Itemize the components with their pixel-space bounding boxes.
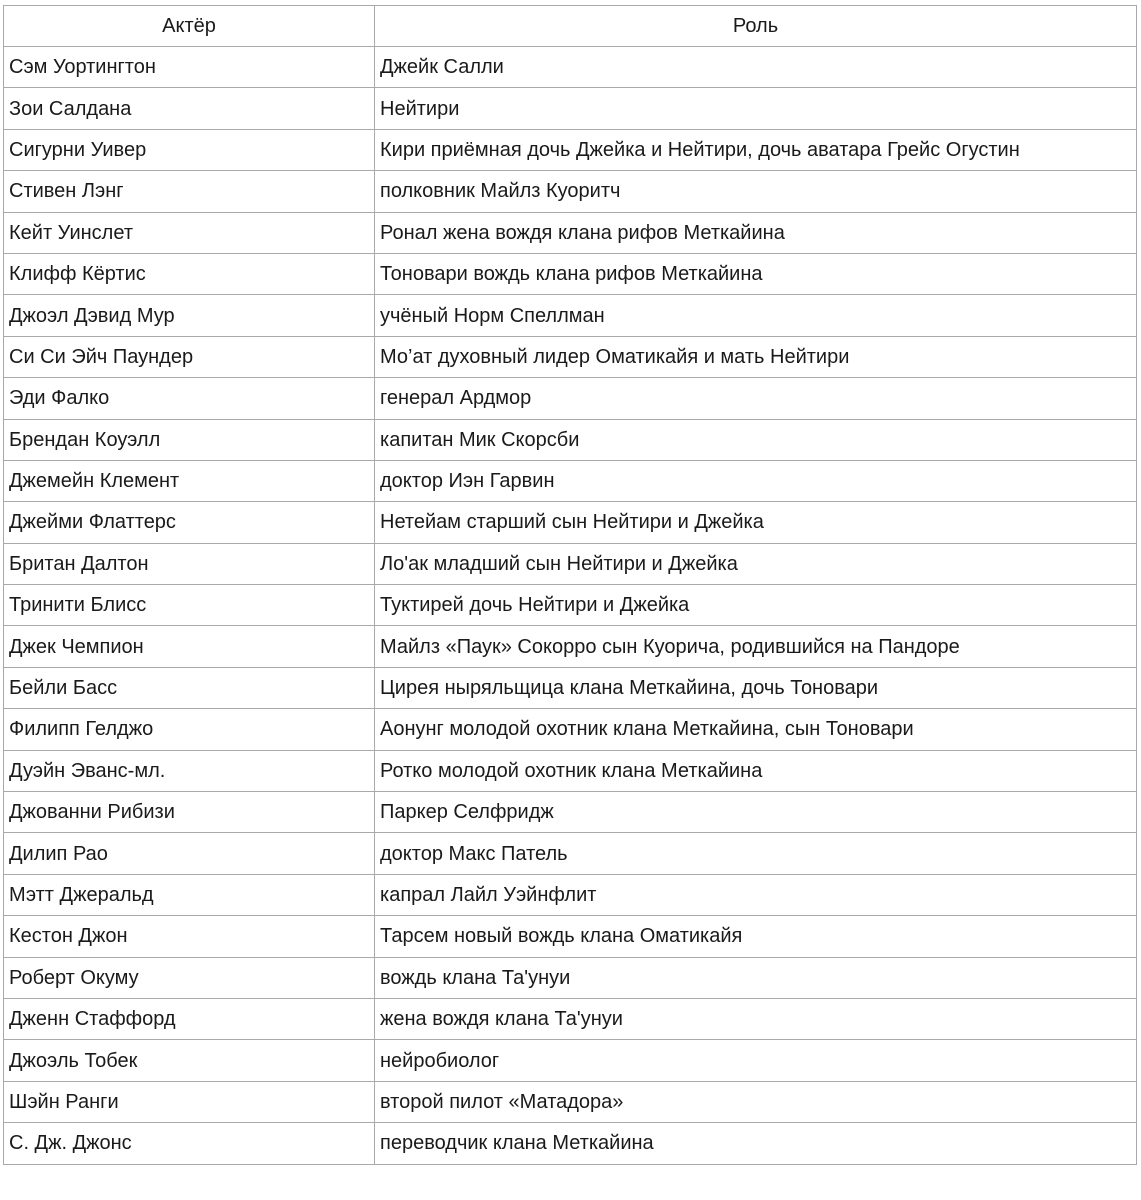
cell-role: Мо’ат духовный лидер Оматикайя и мать Нейтири <box>375 336 1137 377</box>
cell-actor: Дуэйн Эванс-мл. <box>4 750 375 791</box>
table-row <box>4 1081 1137 1122</box>
cell-role: переводчик клана Меткайина <box>375 1123 1137 1164</box>
column-header-actor: Актёр <box>4 6 375 47</box>
cell-role: Туктирей дочь Нейтири и Джейка <box>375 585 1137 626</box>
cell-role: второй пилот «Матадора» <box>375 1081 1137 1122</box>
cell-actor: Джоэль Тобек <box>4 1040 375 1081</box>
cell-role: доктор Иэн Гарвин <box>375 460 1137 501</box>
cell-actor: Джоэл Дэвид Мур <box>4 295 375 336</box>
cell-actor: Мэтт Джеральд <box>4 874 375 915</box>
cell-actor: Филипп Гелджо <box>4 709 375 750</box>
table-row <box>4 585 1137 626</box>
cell-actor: Джемейн Клемент <box>4 460 375 501</box>
cell-role: вождь клана Та'унуи <box>375 957 1137 998</box>
cell-actor: Джованни Рибизи <box>4 792 375 833</box>
table-header-row <box>4 6 1137 47</box>
cell-actor: Роберт Окуму <box>4 957 375 998</box>
cell-role: полковник Майлз Куоритч <box>375 171 1137 212</box>
table-row <box>4 460 1137 501</box>
table-row <box>4 295 1137 336</box>
cell-actor: Сэм Уортингтон <box>4 47 375 88</box>
table-body <box>4 47 1137 1165</box>
column-header-role: Роль <box>375 6 1137 47</box>
cell-role: Ротко молодой охотник клана Меткайина <box>375 750 1137 791</box>
table-row <box>4 378 1137 419</box>
table-row <box>4 129 1137 170</box>
cell-actor: Стивен Лэнг <box>4 171 375 212</box>
table-row <box>4 833 1137 874</box>
cell-role: Нетейам старший сын Нейтири и Джейка <box>375 502 1137 543</box>
table-row <box>4 750 1137 791</box>
cell-role: капитан Мик Скорсби <box>375 419 1137 460</box>
cell-actor: Брендан Коуэлл <box>4 419 375 460</box>
cell-role: Джейк Салли <box>375 47 1137 88</box>
cell-actor: Дилип Рао <box>4 833 375 874</box>
table-row <box>4 419 1137 460</box>
table-row <box>4 874 1137 915</box>
cell-actor: Джек Чемпион <box>4 626 375 667</box>
cell-role: нейробиолог <box>375 1040 1137 1081</box>
table-row <box>4 998 1137 1039</box>
cell-role: Нейтири <box>375 88 1137 129</box>
table-row <box>4 502 1137 543</box>
cell-actor: Кейт Уинслет <box>4 212 375 253</box>
table-row <box>4 1040 1137 1081</box>
table-row <box>4 916 1137 957</box>
cell-role: Тарсем новый вождь клана Оматикайя <box>375 916 1137 957</box>
cell-role: Паркер Селфридж <box>375 792 1137 833</box>
cast-table <box>3 5 1137 1165</box>
cell-actor: Британ Далтон <box>4 543 375 584</box>
table-row <box>4 88 1137 129</box>
table-row <box>4 792 1137 833</box>
cell-role: жена вождя клана Та'унуи <box>375 998 1137 1039</box>
cell-actor: Кестон Джон <box>4 916 375 957</box>
cell-actor: Тринити Блисс <box>4 585 375 626</box>
cell-actor: Сигурни Уивер <box>4 129 375 170</box>
table-row <box>4 336 1137 377</box>
table-row <box>4 253 1137 294</box>
cell-role: учёный Норм Спеллман <box>375 295 1137 336</box>
table-row <box>4 212 1137 253</box>
table-row <box>4 667 1137 708</box>
cell-actor: Эди Фалко <box>4 378 375 419</box>
table-row <box>4 709 1137 750</box>
cell-role: Аонунг молодой охотник клана Меткайина, сын Тоновари <box>375 709 1137 750</box>
table-row <box>4 47 1137 88</box>
cell-actor: Бейли Басс <box>4 667 375 708</box>
cell-role: Кири приёмная дочь Джейка и Нейтири, дочь аватара Грейс Огустин <box>375 129 1137 170</box>
cast-table-container <box>3 5 1136 1165</box>
cell-actor: Клифф Кёртис <box>4 253 375 294</box>
cell-role: капрал Лайл Уэйнфлит <box>375 874 1137 915</box>
cell-role: доктор Макс Патель <box>375 833 1137 874</box>
cell-role: Тоновари вождь клана рифов Меткайина <box>375 253 1137 294</box>
cell-actor: Дженн Стаффорд <box>4 998 375 1039</box>
table-row <box>4 171 1137 212</box>
table-row <box>4 957 1137 998</box>
cell-role: генерал Ардмор <box>375 378 1137 419</box>
cell-actor: Зои Салдана <box>4 88 375 129</box>
table-row <box>4 1123 1137 1164</box>
cell-role: Ло'ак младший сын Нейтири и Джейка <box>375 543 1137 584</box>
cell-role: Майлз «Паук» Сокорро сын Куорича, родившийся на Пандоре <box>375 626 1137 667</box>
cell-actor: Джейми Флаттерс <box>4 502 375 543</box>
cell-role: Ронал жена вождя клана рифов Меткайина <box>375 212 1137 253</box>
cell-actor: С. Дж. Джонс <box>4 1123 375 1164</box>
table-row <box>4 543 1137 584</box>
cell-actor: Си Си Эйч Паундер <box>4 336 375 377</box>
cell-actor: Шэйн Ранги <box>4 1081 375 1122</box>
cell-role: Цирея ныряльщица клана Меткайина, дочь Тоновари <box>375 667 1137 708</box>
table-row <box>4 626 1137 667</box>
